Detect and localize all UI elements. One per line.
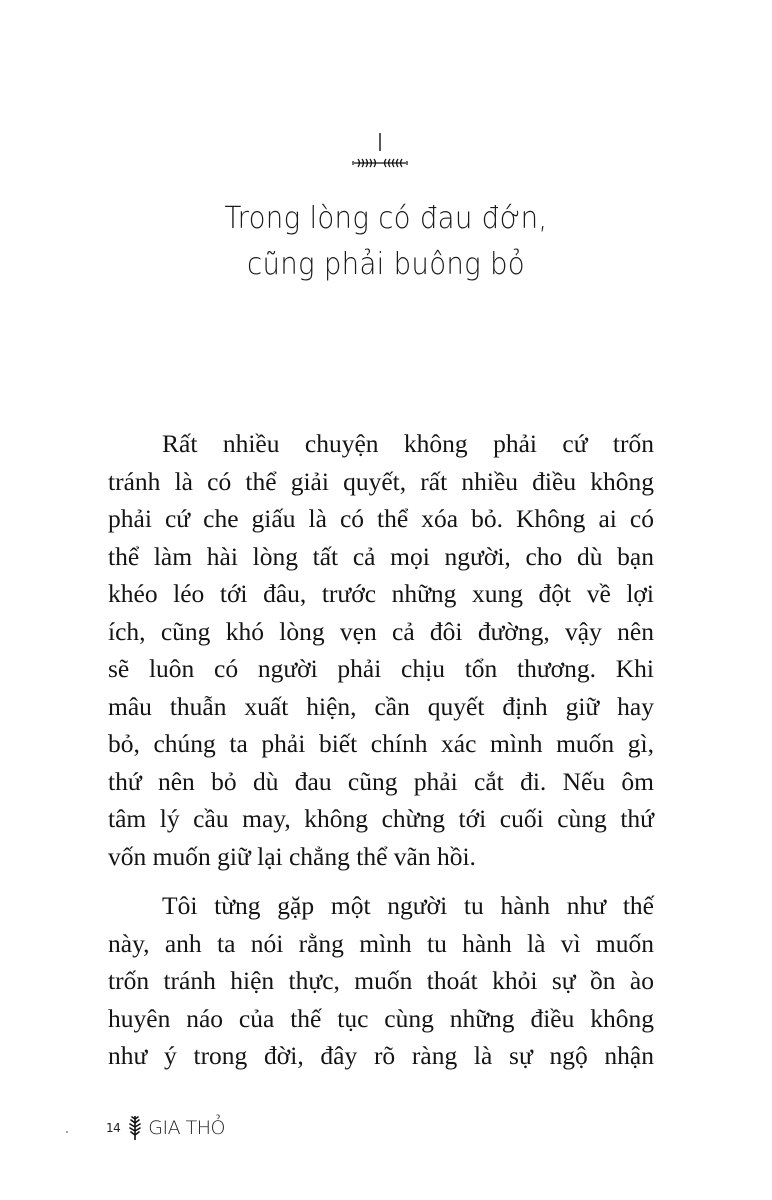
text-line: ích, cũng khó lòng vẹn cả đôi đường, vậy nên [108,616,654,646]
chapter-title-line-1: Trong lòng có đau đớn, [224,201,548,236]
pine-tree-icon [128,1115,142,1141]
scan-speck [66,1131,68,1133]
text-line: Rất nhiều chuyện không phải cứ trốn [162,429,654,458]
text-line: phải cứ che giấu là có thể xóa bỏ. Không ai có [108,504,654,533]
chapter-ornament [340,133,420,173]
text-line: này, anh ta nói rằng mình tu hành là vì muốn [108,928,654,958]
text-line: thứ nên bỏ dù đau cũng phải cắt đi. Nếu ôm [108,766,654,796]
text-line: mâu thuẫn xuất hiện, cần quyết định giữ hay [108,691,654,721]
text-line: như ý trong đời, đây rõ ràng là sự ngộ nhận [108,1041,654,1070]
paragraph-1 [108,425,654,875]
text-line: Tôi từng gặp một người tu hành như thế [162,891,654,920]
chapter-title-line-2: cũng phải buông bỏ [247,247,525,282]
text-line: tránh là có thể giải quyết, rất nhiều điều không [108,466,654,496]
arrow-fletching-ornament-icon [340,133,420,173]
body-text [108,425,654,1087]
author-name: GIA THỎ [148,1117,225,1139]
text-line: huyên náo của thế tục cùng những điều không [108,1003,654,1033]
text-line: trốn tránh hiện thực, muốn thoát khỏi sự ồn ào [108,966,654,995]
text-line: thể làm hài lòng tất cả mọi người, cho dù bạn [108,541,654,571]
text-line: sẽ luôn có người phải chịu tổn thương. Khi [108,654,654,683]
text-line: khéo léo tới đâu, trước những xung đột về lợi [108,579,654,608]
text-line: bỏ, chúng ta phải biết chính xác mình muốn gì, [108,729,654,758]
page-footer [106,1113,225,1143]
chapter-title [150,196,622,288]
text-line: tâm lý cầu may, không chừng tới cuối cùng thứ [108,804,654,833]
page-number: 14 [106,1121,121,1135]
text-line: vốn muốn giữ lại chẳng thể vãn hồi. [108,841,476,871]
paragraph-2 [108,887,654,1075]
